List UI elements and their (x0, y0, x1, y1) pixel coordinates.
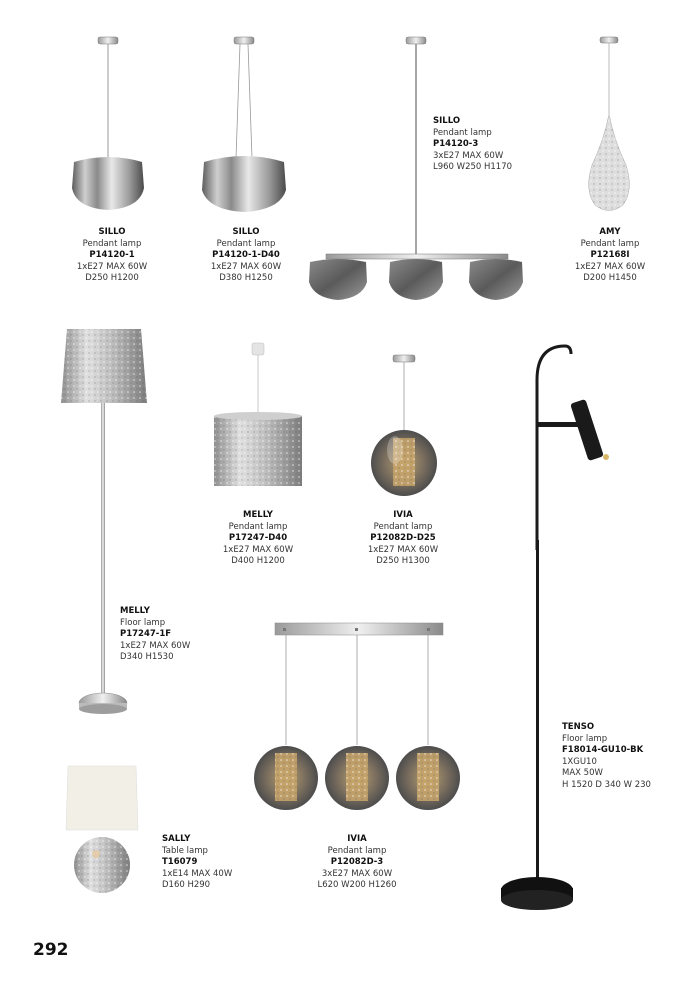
product-caption: SILLO Pendant lamp P14120-1 1xE27 MAX 60W D250 H1200 (76, 227, 148, 283)
product-caption: MELLY Floor lamp P17247-1F 1xE27 MAX 60W D340 H1530 (120, 606, 191, 662)
sally-table-lamp-image (60, 762, 150, 902)
product-caption: SALLY Table lamp T16079 1xE14 MAX 40W D160 H290 (162, 834, 233, 890)
product-caption: MELLY Pendant lamp P17247-D40 1xE27 MAX 60W D400 H1200 (222, 510, 294, 566)
ivia-pendant-single-image (353, 350, 453, 500)
page-number: 292 (33, 940, 69, 960)
amy-crystal-pendant-image (560, 30, 660, 220)
product-caption: IVIA Pendant lamp P12082D-3 3xE27 MAX 60W L620 W200 H1260 (317, 834, 397, 890)
product-caption: SILLO Pendant lamp P14120-3 3xE27 MAX 60W L960 W250 H1170 (433, 116, 513, 172)
product-caption: IVIA Pendant lamp P12082D-D25 1xE27 MAX 60W D250 H1300 (367, 510, 439, 566)
tenso-floor-lamp-image (495, 340, 635, 920)
product-caption: SILLO Pendant lamp P14120-1-D40 1xE27 MAX 60W D380 H1250 (210, 227, 282, 283)
product-caption: TENSO Floor lamp F18014-GU10-BK 1XGU10 MAX 50W H 1520 D 340 W 230 (562, 722, 651, 790)
sillo-pendant-d40-image (196, 30, 296, 220)
product-caption: AMY Pendant lamp P12168I 1xE27 MAX 60W D200 H1450 (574, 227, 646, 283)
sillo-pendant-small-image (60, 30, 160, 220)
melly-pendant-image (208, 338, 308, 493)
ivia-pendant-triple-image (250, 615, 465, 820)
